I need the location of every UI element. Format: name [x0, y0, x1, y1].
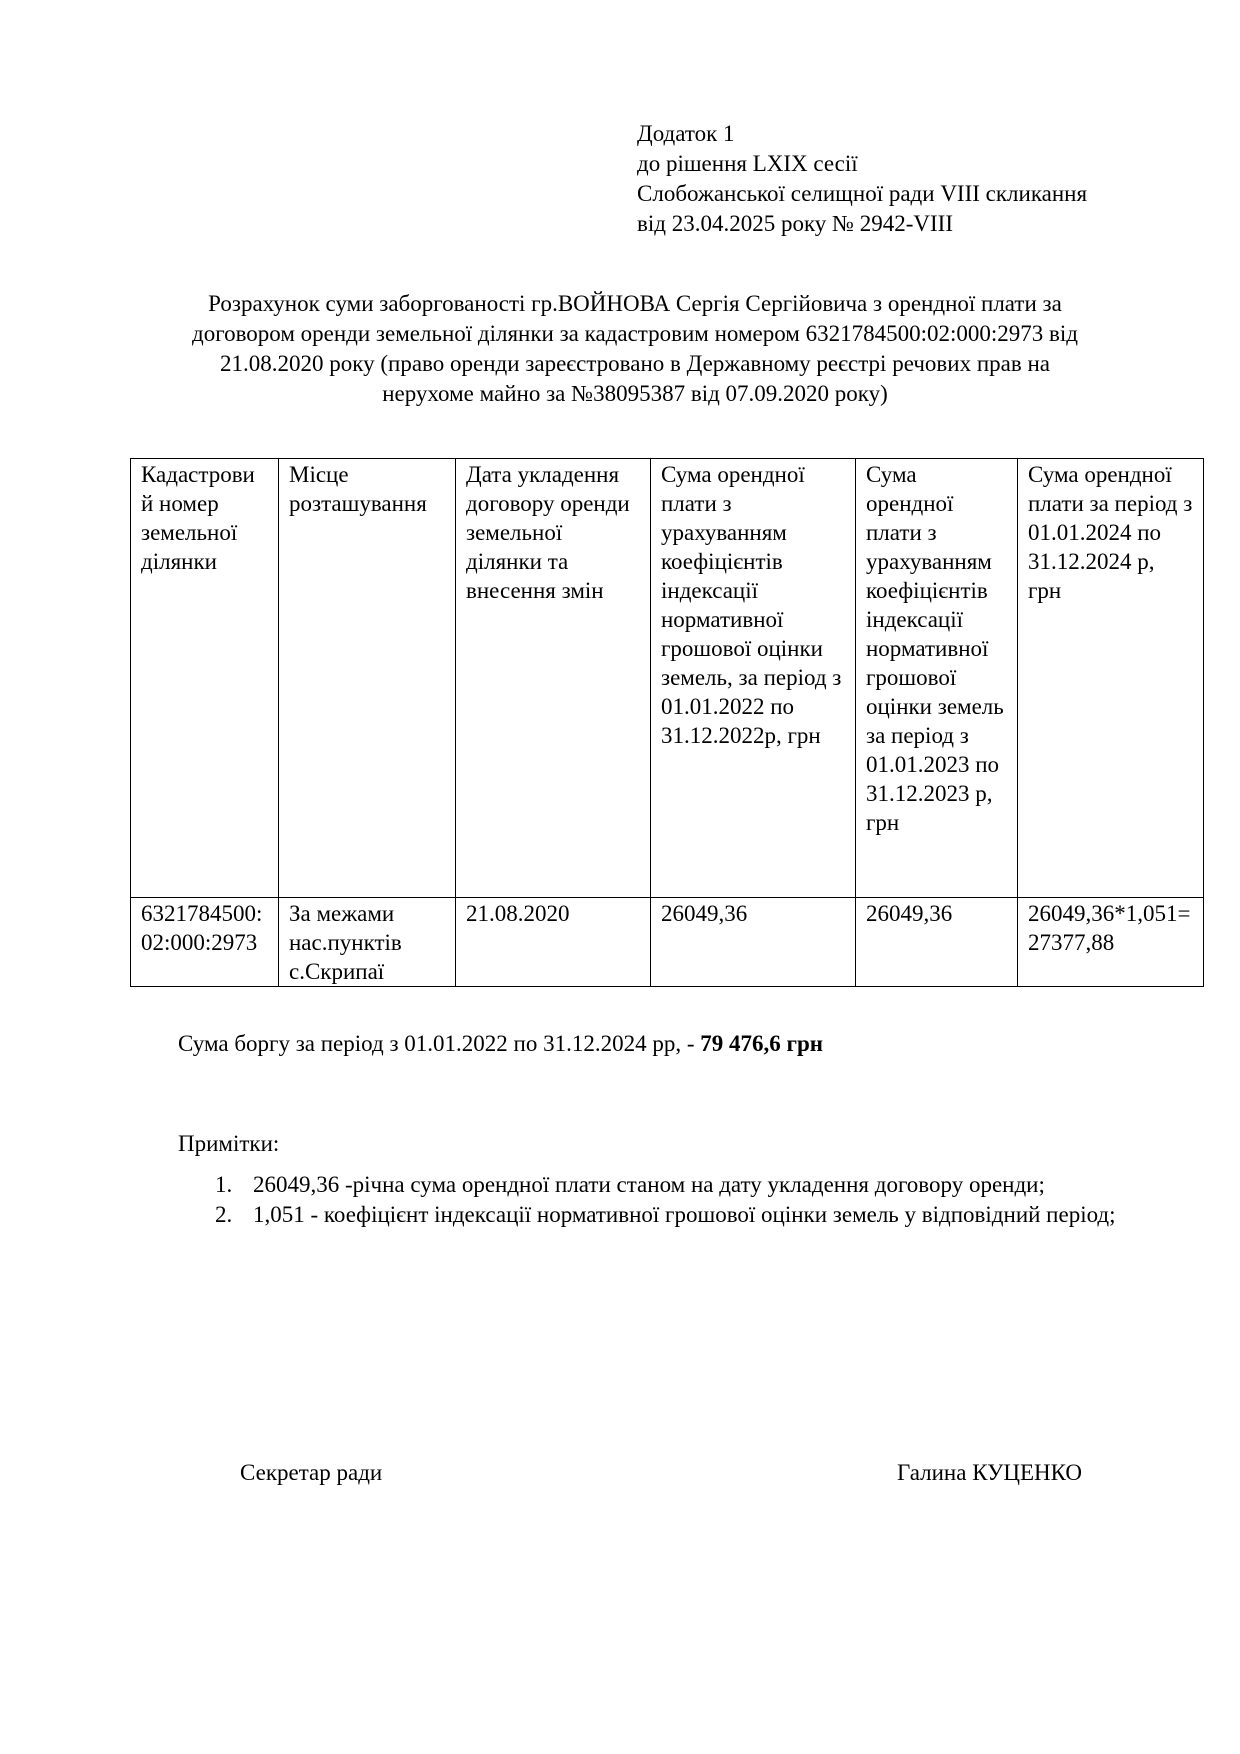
title-line-1: Розрахунок суми заборгованості гр.ВОЙНОВА Сергія Сергійовича з орендної плати за — [208, 291, 1062, 316]
annex-line-2: до рішення LXIX сесії — [637, 151, 858, 176]
table-header-row — [131, 459, 1204, 898]
debt-total-label: Сума боргу за період з 01.01.2022 по 31.12.2024 рр, - — [178, 1031, 695, 1056]
annex-line-4: від 23.04.2025 року № 2942-VIII — [637, 211, 953, 236]
cell-location: За межами нас.пунктів с.Скрипаї — [279, 898, 456, 987]
debt-total — [178, 1029, 823, 1059]
title-line-3: 21.08.2020 року (право оренди зареєстровано в Державному реєстрі речових прав на — [220, 351, 1050, 376]
header-cadastral: Кадастрови й номер земельної ділянки — [131, 459, 279, 898]
document-title — [150, 289, 1120, 409]
signature-name: Галина КУЦЕНКО — [897, 1460, 1082, 1485]
title-line-4: нерухоме майно за №38095387 від 07.09.2020 року) — [382, 381, 888, 406]
annex-header — [637, 119, 1197, 239]
note-number: 2. — [215, 1202, 233, 1227]
note-number: 1. — [215, 1172, 233, 1197]
header-sum-2022: Сума орендної плати з урахуванням коефіцієнтів індексації нормативної грошової оцінки земель, за період з 01.01.2022 по 31.12.2022р, грн — [651, 459, 856, 898]
table-row — [131, 898, 1204, 987]
notes-heading: Примітки: — [178, 1131, 280, 1156]
title-line-2: договором оренди земельної ділянки за кадастровим номером 6321784500:02:000:2973 від — [192, 321, 1078, 346]
debt-table — [130, 458, 1204, 987]
cell-contract-date: 21.08.2020 — [456, 898, 651, 987]
header-location: Місце розташування — [279, 459, 456, 898]
cell-sum-2024: 26049,36*1,051=27377,88 — [1018, 898, 1204, 987]
cell-sum-2022: 26049,36 — [651, 898, 856, 987]
annex-line-3: Слобожанської селищної ради VIII скликання — [637, 181, 1088, 206]
list-item — [215, 1200, 1155, 1230]
note-text: 1,051 - коефіцієнт індексації нормативної грошової оцінки земель у відповідний період; — [253, 1202, 1116, 1227]
list-item — [215, 1170, 1155, 1200]
header-contract-date: Дата укладення договору оренди земельної ділянки та внесення змін — [456, 459, 651, 898]
header-sum-2023: Сума орендної плати з урахуванням коефіцієнтів індексації нормативної грошової оцінки земель за період з 01.01.2023 по 31.12.2023 р, грн — [856, 459, 1018, 898]
note-text: 26049,36 -річна сума орендної плати станом на дату укладення договору оренди; — [253, 1172, 1045, 1197]
signature-position: Секретар ради — [240, 1460, 383, 1485]
header-sum-2024: Сума орендної плати за період з 01.01.2024 по 31.12.2024 р, грн — [1018, 459, 1204, 898]
cell-sum-2023: 26049,36 — [856, 898, 1018, 987]
annex-line-1: Додаток 1 — [637, 121, 735, 146]
notes-list — [215, 1170, 1155, 1230]
cell-cadastral: 6321784500:02:000:2973 — [131, 898, 279, 987]
debt-total-amount: 79 476,6 грн — [700, 1031, 824, 1056]
